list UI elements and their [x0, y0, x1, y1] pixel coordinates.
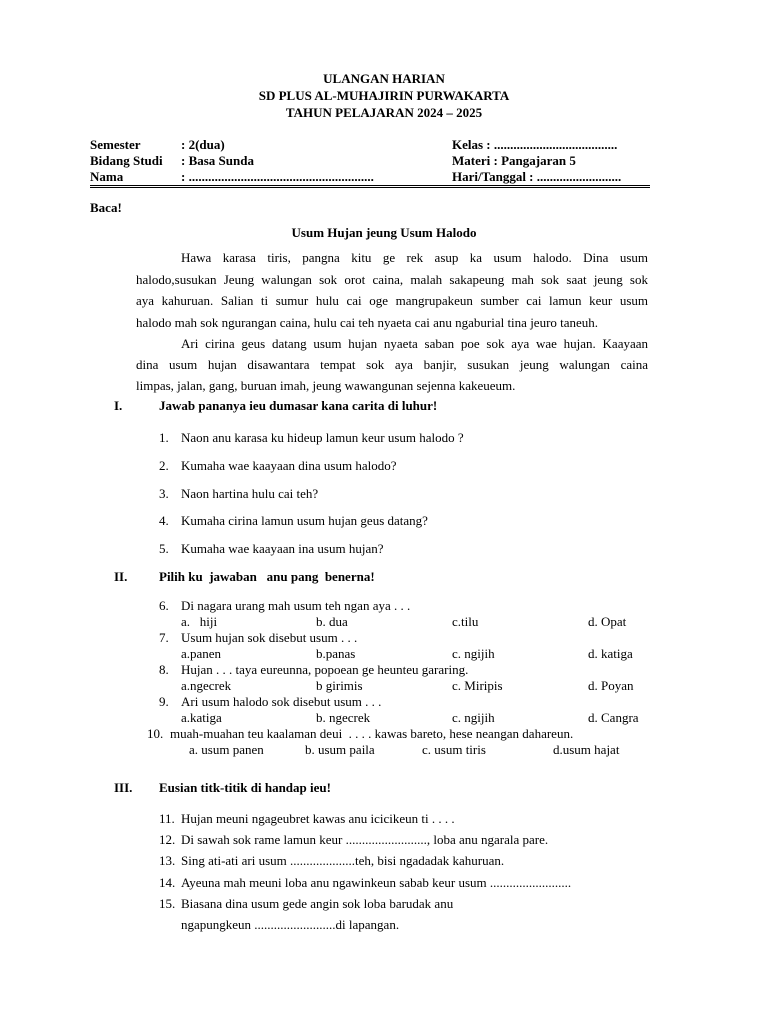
story-line: dina usum hujan disawantara tempat sok aya banjir, susukan jeung walungan caina — [136, 357, 648, 372]
option-b: b. dua — [316, 614, 348, 629]
option-d: d. Opat — [588, 614, 627, 629]
question-number: 9. — [159, 694, 169, 709]
option-b: b. usum paila — [305, 742, 375, 757]
question-text-continued: ngapungkeun .........................di lapangan. — [181, 917, 400, 932]
header-divider-bottom — [90, 187, 650, 188]
question-number: 10. — [147, 726, 164, 741]
option-a: a. usum panen — [189, 742, 264, 757]
option-d: d.usum hajat — [553, 742, 620, 757]
date-field[interactable]: Hari/Tanggal : .......................... — [452, 169, 622, 184]
question-number: 5. — [159, 541, 169, 556]
option-a: a.panen — [181, 646, 222, 661]
story-line: halodo mah sok ngurangan caina, hulu cai teh nyaeta cai anu ngaburial tina jeuro taneuh. — [136, 315, 599, 330]
option-a: a. hiji — [181, 614, 218, 629]
header-divider-top — [90, 185, 650, 186]
option-a: a.katiga — [181, 710, 222, 725]
section-numeral: I. — [114, 398, 123, 413]
name-field[interactable]: : ......................................................... — [181, 169, 374, 184]
option-d: d. Cangra — [588, 710, 639, 725]
question-number: 12. — [159, 832, 176, 847]
question-number: 1. — [159, 430, 169, 445]
question-text: Kumaha cirina lamun usum hujan geus datang? — [181, 513, 428, 528]
question-number: 3. — [159, 486, 169, 501]
semester-label: Semester — [90, 137, 141, 152]
question-text: Ayeuna mah meuni loba anu ngawinkeun sabab keur usum ......................... — [181, 875, 572, 890]
option-c: c.tilu — [452, 614, 479, 629]
option-d: d. Poyan — [588, 678, 634, 693]
material-label: Materi : Pangajaran 5 — [452, 153, 576, 168]
semester-value: : 2(dua) — [181, 137, 225, 152]
option-c: c. ngijih — [452, 646, 495, 661]
section-title: Jawab pananya ieu dumasar kana carita di luhur! — [159, 398, 438, 413]
option-c: c. ngijih — [452, 710, 495, 725]
question-number: 8. — [159, 662, 169, 677]
section-title: Eusian titk-titik di handap ieu! — [159, 780, 331, 795]
school-name: SD PLUS AL-MUHAJIRIN PURWAKARTA — [258, 88, 510, 103]
exam-title: ULANGAN HARIAN — [323, 71, 445, 86]
name-label: Nama — [90, 169, 124, 184]
question-text: Naon anu karasa ku hideup lamun keur usum halodo ? — [181, 430, 464, 445]
story-line: Ari cirina geus datang usum hujan nyaeta saban poe sok aya wae hujan. Kaayaan — [181, 336, 648, 351]
section-numeral: III. — [114, 780, 133, 795]
section-title: Pilih ku jawaban anu pang benerna! — [159, 569, 375, 584]
question-text: Naon hartina hulu cai teh? — [181, 486, 319, 501]
story-line: halodo,susukan Jeung walungan sok orot caina, malah sakapeung mah sok saat jeung sok — [136, 272, 648, 287]
question-text: muah-muahan teu kaalaman deui . . . . kawas bareto, hese neangan dahareun. — [170, 726, 574, 741]
question-text: Ari usum halodo sok disebut usum . . . — [181, 694, 382, 709]
question-number: 13. — [159, 853, 176, 868]
option-c: c. usum tiris — [422, 742, 486, 757]
option-b: b girimis — [316, 678, 363, 693]
question-number: 14. — [159, 875, 176, 890]
option-c: c. Miripis — [452, 678, 503, 693]
question-number: 7. — [159, 630, 169, 645]
reading-instruction: Baca! — [90, 200, 122, 215]
subject-label: Bidang Studi — [90, 153, 163, 168]
subject-value: : Basa Sunda — [181, 153, 254, 168]
question-text: Kumaha wae kaayaan ina usum hujan? — [181, 541, 384, 556]
question-number: 6. — [159, 598, 169, 613]
question-number: 15. — [159, 896, 176, 911]
option-b: b. ngecrek — [316, 710, 371, 725]
question-text: Biasana dina usum gede angin sok loba barudak anu — [181, 896, 454, 911]
story-line: limpas, jalan, gang, buruan imah, jeung wawangunan sejenna kakeueum. — [136, 378, 516, 393]
question-text: Sing ati-ati ari usum ....................teh, bisi ngadadak kahuruan. — [181, 853, 505, 868]
question-number: 11. — [159, 811, 175, 826]
question-text: Kumaha wae kaayaan dina usum halodo? — [181, 458, 397, 473]
question-text: Hujan meuni ngageubret kawas anu icicikeun ti . . . . — [181, 811, 455, 826]
story-title: Usum Hujan jeung Usum Halodo — [291, 225, 477, 240]
option-a: a.ngecrek — [181, 678, 232, 693]
question-number: 2. — [159, 458, 169, 473]
question-text: Di sawah sok rame lamun keur ........................., loba anu ngarala pare. — [181, 832, 549, 847]
story-line: aya kahuruan. Salian ti sumur hulu cai oge mangrupakeun sumber cai lamun keur usum — [136, 293, 648, 308]
question-number: 4. — [159, 513, 169, 528]
option-d: d. katiga — [588, 646, 633, 661]
question-text: Usum hujan sok disebut usum . . . — [181, 630, 358, 645]
class-field[interactable]: Kelas : ...................................... — [452, 137, 618, 152]
question-text: Di nagara urang mah usum teh ngan aya . . . — [181, 598, 411, 613]
option-b: b.panas — [316, 646, 356, 661]
question-text: Hujan . . . taya eureunna, popoean ge heunteu gararing. — [181, 662, 469, 677]
story-line: Hawa karasa tiris, pangna kitu ge rek asup ka usum halodo. Dina usum — [181, 250, 648, 265]
academic-year: TAHUN PELAJARAN 2024 – 2025 — [285, 105, 483, 120]
section-numeral: II. — [114, 569, 128, 584]
